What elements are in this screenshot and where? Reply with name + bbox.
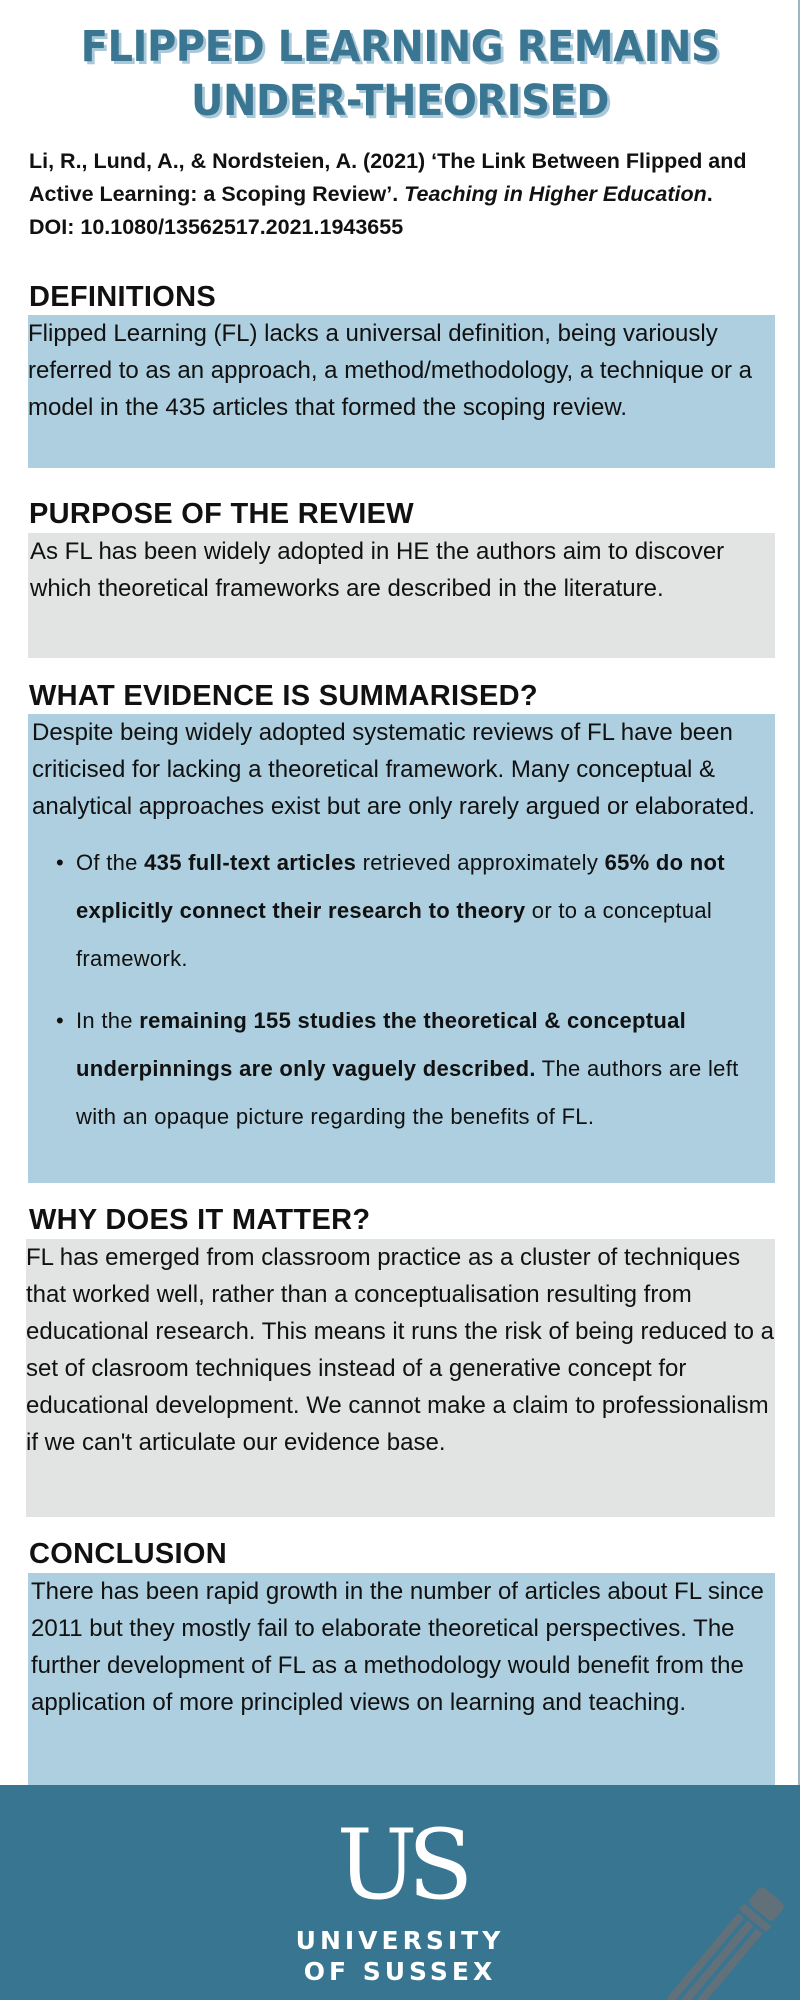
university-logo-mark: US [336, 1809, 464, 1921]
citation-authors: Li, R., Lund, A., & Nordsteien, A. (2021) ‘The Link Between Flipped and Active Learning: a Scoping Review’. [29, 149, 747, 206]
evidence-box [28, 714, 775, 1183]
heading-evidence: WHAT EVIDENCE IS SUMMARISED? [29, 680, 538, 712]
bullet-emphasis: remaining 155 studies the theoretical & conceptual underpinnings are only vaguely described. [76, 1008, 687, 1081]
evidence-body: Despite being widely adopted systematic reviews of FL have been criticised for lacking a theoretical framework. Many conceptual & analytical approaches exist but are only rarely argued or elaborated. [32, 719, 756, 820]
citation-journal: Teaching in Higher Education [404, 182, 707, 206]
pencil-icon [668, 1885, 788, 2000]
evidence-bullet [76, 997, 761, 1141]
why-body: FL has emerged from classroom practice as a cluster of techniques that worked well, rather than a conceptualisation resulting from educational research. This means it runs the risk of being reduced to a set of clasroom techniques instead of a generative concept for educational development. We cannot make a claim to professionalism if we can't articulate our evidence base. [26, 1244, 774, 1456]
logo-line-2: OF SUSSEX [303, 1957, 497, 1986]
purpose-body: As FL has been widely adopted in HE the authors aim to discover which theoretical frameworks are described in the literature. [30, 538, 725, 602]
bullet-text: The authors are left with an opaque picture regarding the benefits of FL. [76, 1056, 739, 1129]
heading-purpose: PURPOSE OF THE REVIEW [29, 498, 414, 530]
citation-doi: . DOI: 10.1080/13562517.2021.1943655 [29, 182, 713, 239]
definitions-body: Flipped Learning (FL) lacks a universal definition, being variously referred to as an approach, a method/methodology, a technique or a model in the 435 articles that formed the scoping review. [28, 320, 753, 421]
heading-why: WHY DOES IT MATTER? [29, 1204, 371, 1236]
logo-line-1: UNIVERSITY [295, 1926, 505, 1955]
bullet-text: In the [76, 1008, 140, 1033]
poster-title [28, 20, 772, 128]
definitions-box [28, 315, 775, 468]
footer-banner [0, 1785, 800, 2000]
title-line-2: UNDER-THEORISED [190, 76, 610, 126]
conclusion-box [28, 1573, 775, 1785]
bullet-text: Of the [76, 850, 145, 875]
title-line-1: FLIPPED LEARNING REMAINS [80, 22, 720, 72]
purpose-box [28, 533, 775, 658]
evidence-bullet [76, 839, 761, 983]
conclusion-body: There has been rapid growth in the number of articles about FL since 2011 but they mostly fail to elaborate theoretical perspectives. The further development of FL as a methodology would benefit from the application of more principled views on learning and teaching. [31, 1578, 764, 1716]
bullet-text: retrieved approximately [356, 850, 605, 875]
citation [29, 145, 749, 244]
heading-conclusion: CONCLUSION [29, 1538, 227, 1570]
bullet-text: or to a conceptual framework. [76, 898, 713, 971]
evidence-bullet-list [32, 839, 775, 1141]
heading-definitions: DEFINITIONS [29, 281, 216, 313]
bullet-emphasis: 65% do not explicitly connect their research to theory [76, 850, 725, 923]
bullet-emphasis: 435 full-text articles [144, 850, 357, 875]
why-box [26, 1239, 775, 1517]
